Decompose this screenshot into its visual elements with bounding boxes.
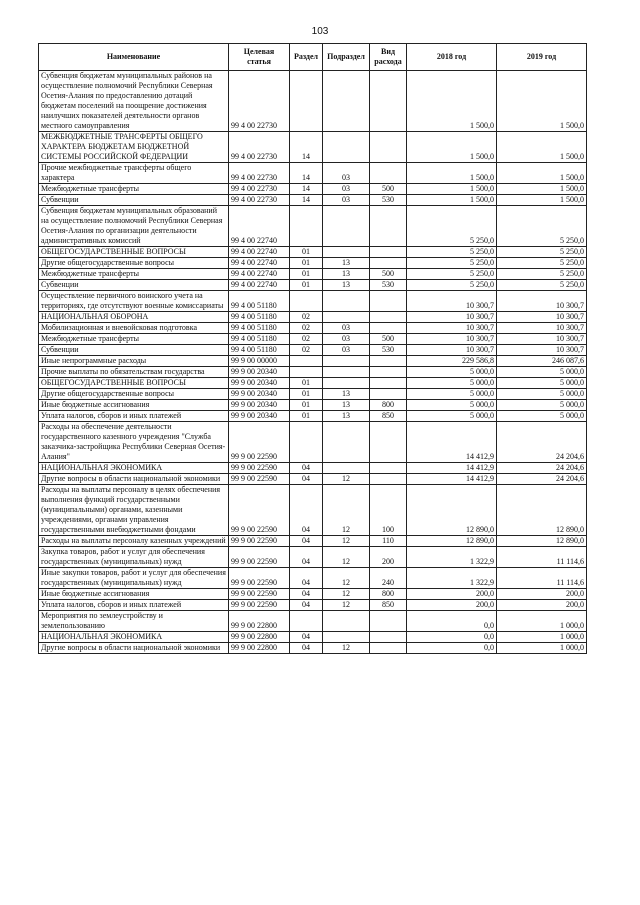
table-row xyxy=(39,568,587,589)
cell-section: 01 xyxy=(290,411,323,422)
cell-name: Другие вопросы в области национальной экономики xyxy=(39,643,229,654)
cell-subsection xyxy=(323,367,370,378)
cell-section: 14 xyxy=(290,195,323,206)
page-number: 103 xyxy=(311,26,329,37)
table-row xyxy=(39,632,587,643)
cell-name: Иные закупки товаров, работ и услуг для обеспечения государственных (муниципальных) нужд xyxy=(39,568,229,589)
cell-year-2019: 5 250,0 xyxy=(497,280,587,291)
cell-year-2018: 14 412,9 xyxy=(407,474,497,485)
cell-subsection: 03 xyxy=(323,334,370,345)
cell-target-article: 99 4 00 22730 xyxy=(229,71,290,132)
cell-name: Межбюджетные трансферты xyxy=(39,334,229,345)
cell-section: 01 xyxy=(290,400,323,411)
cell-name: Мобилизационная и вневойсковая подготовка xyxy=(39,323,229,334)
table-row xyxy=(39,206,587,247)
cell-year-2019: 5 000,0 xyxy=(497,367,587,378)
cell-target-article: 99 9 00 20340 xyxy=(229,411,290,422)
cell-target-article: 99 9 00 00000 xyxy=(229,356,290,367)
cell-year-2019: 1 000,0 xyxy=(497,643,587,654)
cell-target-article: 99 9 00 22590 xyxy=(229,589,290,600)
cell-year-2019: 5 250,0 xyxy=(497,269,587,280)
cell-year-2018: 10 300,7 xyxy=(407,345,497,356)
cell-subsection xyxy=(323,422,370,463)
cell-section: 04 xyxy=(290,547,323,568)
table-row xyxy=(39,323,587,334)
cell-year-2018: 0,0 xyxy=(407,643,497,654)
cell-section xyxy=(290,367,323,378)
cell-year-2018: 1 500,0 xyxy=(407,163,497,184)
cell-section: 04 xyxy=(290,643,323,654)
cell-target-article: 99 9 00 22800 xyxy=(229,643,290,654)
cell-year-2019: 5 250,0 xyxy=(497,206,587,247)
cell-target-article: 99 9 00 22590 xyxy=(229,547,290,568)
cell-section: 02 xyxy=(290,323,323,334)
cell-subsection: 03 xyxy=(323,163,370,184)
cell-year-2018: 5 000,0 xyxy=(407,378,497,389)
cell-subsection: 13 xyxy=(323,280,370,291)
cell-year-2018: 5 000,0 xyxy=(407,389,497,400)
cell-subsection: 12 xyxy=(323,589,370,600)
cell-section: 01 xyxy=(290,378,323,389)
cell-section xyxy=(290,356,323,367)
cell-subsection: 13 xyxy=(323,258,370,269)
header-target-article: Целевая статья xyxy=(229,44,290,71)
cell-expense-type: 530 xyxy=(370,195,407,206)
cell-year-2018: 1 322,9 xyxy=(407,568,497,589)
cell-year-2018: 1 500,0 xyxy=(407,132,497,163)
cell-name: Осуществление первичного воинского учета на территориях, где отсутствуют военные комиссариаты xyxy=(39,291,229,312)
table-row xyxy=(39,184,587,195)
cell-name: Другие общегосударственные вопросы xyxy=(39,389,229,400)
cell-year-2019: 246 087,6 xyxy=(497,356,587,367)
header-year-2018: 2018 год xyxy=(407,44,497,71)
cell-subsection: 12 xyxy=(323,536,370,547)
cell-year-2018: 5 250,0 xyxy=(407,247,497,258)
header-section: Раздел xyxy=(290,44,323,71)
cell-target-article: 99 9 00 22590 xyxy=(229,474,290,485)
cell-expense-type xyxy=(370,312,407,323)
cell-target-article: 99 9 00 22590 xyxy=(229,600,290,611)
cell-name: Прочие выплаты по обязательствам государства xyxy=(39,367,229,378)
cell-name: МЕЖБЮДЖЕТНЫЕ ТРАНСФЕРТЫ ОБЩЕГО ХАРАКТЕРА БЮДЖЕТАМ БЮДЖЕТНОЙ СИСТЕМЫ РОССИЙСКОЙ ФЕДЕРАЦИИ xyxy=(39,132,229,163)
cell-year-2018: 5 000,0 xyxy=(407,367,497,378)
cell-section xyxy=(290,206,323,247)
cell-year-2019: 1 500,0 xyxy=(497,132,587,163)
header-name: Наименование xyxy=(39,44,229,71)
table-row xyxy=(39,400,587,411)
cell-section: 04 xyxy=(290,632,323,643)
cell-name: Иные бюджетные ассигнования xyxy=(39,589,229,600)
cell-year-2019: 11 114,6 xyxy=(497,568,587,589)
cell-expense-type xyxy=(370,206,407,247)
cell-subsection: 12 xyxy=(323,568,370,589)
cell-year-2018: 5 000,0 xyxy=(407,400,497,411)
cell-expense-type xyxy=(370,163,407,184)
cell-target-article: 99 9 00 20340 xyxy=(229,367,290,378)
cell-section: 02 xyxy=(290,345,323,356)
cell-subsection: 12 xyxy=(323,485,370,536)
cell-expense-type: 800 xyxy=(370,400,407,411)
table-row xyxy=(39,258,587,269)
cell-year-2019: 10 300,7 xyxy=(497,323,587,334)
cell-expense-type xyxy=(370,291,407,312)
cell-subsection xyxy=(323,378,370,389)
cell-year-2019: 24 204,6 xyxy=(497,422,587,463)
cell-expense-type: 850 xyxy=(370,411,407,422)
cell-expense-type: 500 xyxy=(370,334,407,345)
cell-year-2018: 5 250,0 xyxy=(407,206,497,247)
table-row xyxy=(39,463,587,474)
table-row xyxy=(39,291,587,312)
cell-year-2018: 14 412,9 xyxy=(407,463,497,474)
cell-year-2019: 10 300,7 xyxy=(497,291,587,312)
cell-target-article: 99 4 00 22740 xyxy=(229,258,290,269)
cell-subsection xyxy=(323,611,370,632)
cell-expense-type xyxy=(370,323,407,334)
table-row xyxy=(39,589,587,600)
cell-year-2019: 200,0 xyxy=(497,589,587,600)
cell-subsection xyxy=(323,71,370,132)
cell-subsection xyxy=(323,206,370,247)
cell-target-article: 99 4 00 51180 xyxy=(229,323,290,334)
table-row xyxy=(39,485,587,536)
cell-expense-type: 530 xyxy=(370,345,407,356)
cell-year-2019: 12 890,0 xyxy=(497,485,587,536)
cell-name: НАЦИОНАЛЬНАЯ ЭКОНОМИКА xyxy=(39,463,229,474)
cell-target-article: 99 9 00 20340 xyxy=(229,389,290,400)
cell-subsection: 03 xyxy=(323,345,370,356)
cell-section xyxy=(290,71,323,132)
cell-expense-type xyxy=(370,632,407,643)
cell-subsection: 13 xyxy=(323,411,370,422)
cell-year-2019: 5 250,0 xyxy=(497,258,587,269)
cell-name: ОБЩЕГОСУДАРСТВЕННЫЕ ВОПРОСЫ xyxy=(39,378,229,389)
cell-name: Закупка товаров, работ и услуг для обеспечения государственных (муниципальных) нужд xyxy=(39,547,229,568)
cell-target-article: 99 9 00 22590 xyxy=(229,422,290,463)
cell-section: 04 xyxy=(290,536,323,547)
table-row xyxy=(39,611,587,632)
cell-year-2019: 10 300,7 xyxy=(497,312,587,323)
cell-year-2018: 14 412,9 xyxy=(407,422,497,463)
table-row xyxy=(39,312,587,323)
cell-expense-type: 850 xyxy=(370,600,407,611)
cell-year-2018: 5 250,0 xyxy=(407,258,497,269)
cell-subsection xyxy=(323,632,370,643)
cell-expense-type xyxy=(370,132,407,163)
cell-section: 01 xyxy=(290,258,323,269)
cell-target-article: 99 9 00 22800 xyxy=(229,632,290,643)
table-header-row xyxy=(39,44,587,71)
table-row xyxy=(39,345,587,356)
table-row xyxy=(39,334,587,345)
cell-target-article: 99 4 00 51180 xyxy=(229,291,290,312)
cell-year-2019: 200,0 xyxy=(497,600,587,611)
cell-section: 14 xyxy=(290,184,323,195)
cell-year-2019: 5 000,0 xyxy=(497,411,587,422)
cell-subsection xyxy=(323,356,370,367)
cell-expense-type xyxy=(370,474,407,485)
cell-target-article: 99 4 00 22740 xyxy=(229,206,290,247)
cell-year-2019: 24 204,6 xyxy=(497,463,587,474)
cell-expense-type: 100 xyxy=(370,485,407,536)
cell-year-2018: 200,0 xyxy=(407,600,497,611)
cell-name: Межбюджетные трансферты xyxy=(39,184,229,195)
cell-expense-type xyxy=(370,643,407,654)
cell-name: ОБЩЕГОСУДАРСТВЕННЫЕ ВОПРОСЫ xyxy=(39,247,229,258)
cell-year-2018: 1 500,0 xyxy=(407,71,497,132)
cell-subsection: 03 xyxy=(323,184,370,195)
cell-target-article: 99 4 00 22730 xyxy=(229,184,290,195)
cell-target-article: 99 4 00 22730 xyxy=(229,195,290,206)
cell-subsection: 12 xyxy=(323,643,370,654)
cell-year-2019: 24 204,6 xyxy=(497,474,587,485)
cell-target-article: 99 4 00 51180 xyxy=(229,334,290,345)
table-row xyxy=(39,600,587,611)
cell-section: 04 xyxy=(290,474,323,485)
cell-subsection: 12 xyxy=(323,547,370,568)
cell-section: 01 xyxy=(290,247,323,258)
cell-section: 04 xyxy=(290,463,323,474)
cell-year-2018: 10 300,7 xyxy=(407,291,497,312)
cell-expense-type xyxy=(370,378,407,389)
table-row xyxy=(39,280,587,291)
cell-subsection xyxy=(323,132,370,163)
cell-section: 04 xyxy=(290,568,323,589)
table-row xyxy=(39,411,587,422)
cell-subsection: 13 xyxy=(323,389,370,400)
cell-year-2018: 5 250,0 xyxy=(407,269,497,280)
cell-name: Расходы на выплаты персоналу казенных учреждений xyxy=(39,536,229,547)
cell-name: Субвенции xyxy=(39,195,229,206)
cell-expense-type xyxy=(370,71,407,132)
cell-expense-type: 530 xyxy=(370,280,407,291)
table-row xyxy=(39,163,587,184)
cell-year-2019: 12 890,0 xyxy=(497,536,587,547)
cell-year-2018: 10 300,7 xyxy=(407,334,497,345)
cell-subsection: 13 xyxy=(323,269,370,280)
header-subsection: Подраздел xyxy=(323,44,370,71)
cell-section: 04 xyxy=(290,485,323,536)
cell-year-2019: 10 300,7 xyxy=(497,345,587,356)
cell-year-2018: 0,0 xyxy=(407,611,497,632)
cell-target-article: 99 4 00 51180 xyxy=(229,312,290,323)
cell-expense-type xyxy=(370,247,407,258)
cell-subsection: 12 xyxy=(323,474,370,485)
cell-subsection xyxy=(323,463,370,474)
cell-name: Прочие межбюджетные трансферты общего характера xyxy=(39,163,229,184)
cell-expense-type xyxy=(370,389,407,400)
cell-target-article: 99 9 00 22800 xyxy=(229,611,290,632)
cell-name: Уплата налогов, сборов и иных платежей xyxy=(39,411,229,422)
cell-section: 02 xyxy=(290,334,323,345)
cell-year-2018: 12 890,0 xyxy=(407,536,497,547)
cell-section: 02 xyxy=(290,312,323,323)
cell-target-article: 99 4 00 51180 xyxy=(229,345,290,356)
cell-year-2019: 1 500,0 xyxy=(497,184,587,195)
cell-year-2018: 0,0 xyxy=(407,632,497,643)
cell-year-2018: 1 500,0 xyxy=(407,195,497,206)
cell-name: Иные непрограммные расходы xyxy=(39,356,229,367)
budget-table xyxy=(38,43,587,654)
cell-name: Расходы на выплаты персоналу в целях обеспечения выполнения функций государственными (муниципальными) органами, казенными учреждениями, органами управления государственными внебюджетными фондами xyxy=(39,485,229,536)
cell-target-article: 99 4 00 22740 xyxy=(229,280,290,291)
cell-expense-type xyxy=(370,611,407,632)
cell-subsection xyxy=(323,291,370,312)
table-row xyxy=(39,247,587,258)
cell-section xyxy=(290,611,323,632)
cell-name: Иные бюджетные ассигнования xyxy=(39,400,229,411)
table-row xyxy=(39,389,587,400)
cell-year-2019: 1 000,0 xyxy=(497,632,587,643)
cell-year-2018: 10 300,7 xyxy=(407,323,497,334)
cell-year-2019: 5 000,0 xyxy=(497,378,587,389)
cell-name: Субвенция бюджетам муниципальных районов на осуществление полномочий Республики Северная Осетия-Алания по предоставлению дотаций бюджетам поселений на поощрение достижения наилучших показателей деятельности органов местного самоуправления xyxy=(39,71,229,132)
cell-name: Другие вопросы в области национальной экономики xyxy=(39,474,229,485)
table-row xyxy=(39,474,587,485)
cell-expense-type: 240 xyxy=(370,568,407,589)
cell-name: Другие общегосударственные вопросы xyxy=(39,258,229,269)
cell-target-article: 99 4 00 22730 xyxy=(229,163,290,184)
cell-section: 04 xyxy=(290,589,323,600)
cell-section: 04 xyxy=(290,600,323,611)
cell-name: НАЦИОНАЛЬНАЯ ОБОРОНА xyxy=(39,312,229,323)
table-row xyxy=(39,536,587,547)
table-row xyxy=(39,132,587,163)
cell-year-2019: 5 000,0 xyxy=(497,400,587,411)
cell-name: Межбюджетные трансферты xyxy=(39,269,229,280)
cell-year-2018: 229 586,8 xyxy=(407,356,497,367)
cell-name: Расходы на обеспечение деятельности государственного казенного учреждения "Служба заказчика-застройщика Республики Северная Осетия-Алания" xyxy=(39,422,229,463)
cell-expense-type xyxy=(370,356,407,367)
cell-section: 01 xyxy=(290,389,323,400)
cell-expense-type xyxy=(370,258,407,269)
cell-expense-type: 110 xyxy=(370,536,407,547)
cell-expense-type: 800 xyxy=(370,589,407,600)
cell-target-article: 99 9 00 22590 xyxy=(229,463,290,474)
cell-target-article: 99 9 00 22590 xyxy=(229,485,290,536)
cell-subsection xyxy=(323,247,370,258)
cell-name: НАЦИОНАЛЬНАЯ ЭКОНОМИКА xyxy=(39,632,229,643)
cell-year-2019: 5 000,0 xyxy=(497,389,587,400)
cell-year-2018: 12 890,0 xyxy=(407,485,497,536)
cell-target-article: 99 9 00 22590 xyxy=(229,568,290,589)
cell-section: 14 xyxy=(290,132,323,163)
cell-target-article: 99 9 00 20340 xyxy=(229,400,290,411)
cell-section: 01 xyxy=(290,269,323,280)
cell-year-2018: 1 322,9 xyxy=(407,547,497,568)
cell-section: 14 xyxy=(290,163,323,184)
table-body xyxy=(39,71,587,654)
cell-year-2019: 1 000,0 xyxy=(497,611,587,632)
table-row xyxy=(39,367,587,378)
table-row xyxy=(39,547,587,568)
cell-year-2019: 1 500,0 xyxy=(497,71,587,132)
cell-name: Мероприятия по землеустройству и землепользованию xyxy=(39,611,229,632)
cell-subsection: 13 xyxy=(323,400,370,411)
cell-year-2018: 5 250,0 xyxy=(407,280,497,291)
cell-target-article: 99 4 00 22740 xyxy=(229,269,290,280)
cell-section xyxy=(290,422,323,463)
table-row xyxy=(39,269,587,280)
cell-expense-type: 200 xyxy=(370,547,407,568)
cell-subsection xyxy=(323,312,370,323)
cell-year-2019: 5 250,0 xyxy=(497,247,587,258)
cell-subsection: 12 xyxy=(323,600,370,611)
cell-year-2019: 1 500,0 xyxy=(497,195,587,206)
cell-name: Субвенции xyxy=(39,280,229,291)
cell-target-article: 99 9 00 20340 xyxy=(229,378,290,389)
cell-year-2018: 10 300,7 xyxy=(407,312,497,323)
table-row xyxy=(39,71,587,132)
cell-year-2019: 1 500,0 xyxy=(497,163,587,184)
cell-name: Субвенции xyxy=(39,345,229,356)
cell-year-2019: 10 300,7 xyxy=(497,334,587,345)
cell-section: 01 xyxy=(290,280,323,291)
table-row xyxy=(39,356,587,367)
cell-subsection: 03 xyxy=(323,195,370,206)
header-expense-type: Вид расхода xyxy=(370,44,407,71)
cell-target-article: 99 4 00 22730 xyxy=(229,132,290,163)
cell-year-2019: 11 114,6 xyxy=(497,547,587,568)
cell-section xyxy=(290,291,323,312)
cell-expense-type xyxy=(370,367,407,378)
cell-subsection: 03 xyxy=(323,323,370,334)
cell-expense-type: 500 xyxy=(370,184,407,195)
cell-year-2018: 5 000,0 xyxy=(407,411,497,422)
cell-year-2018: 1 500,0 xyxy=(407,184,497,195)
cell-name: Уплата налогов, сборов и иных платежей xyxy=(39,600,229,611)
table-row xyxy=(39,378,587,389)
cell-year-2018: 200,0 xyxy=(407,589,497,600)
cell-expense-type xyxy=(370,422,407,463)
table-row xyxy=(39,422,587,463)
cell-expense-type: 500 xyxy=(370,269,407,280)
table-row xyxy=(39,195,587,206)
cell-target-article: 99 9 00 22590 xyxy=(229,536,290,547)
header-year-2019: 2019 год xyxy=(497,44,587,71)
table-row xyxy=(39,643,587,654)
cell-name: Субвенция бюджетам муниципальных образований на осуществление полномочий Республики Северная Осетия-Алания по организации деятельности административных комиссий xyxy=(39,206,229,247)
cell-target-article: 99 4 00 22740 xyxy=(229,247,290,258)
cell-expense-type xyxy=(370,463,407,474)
